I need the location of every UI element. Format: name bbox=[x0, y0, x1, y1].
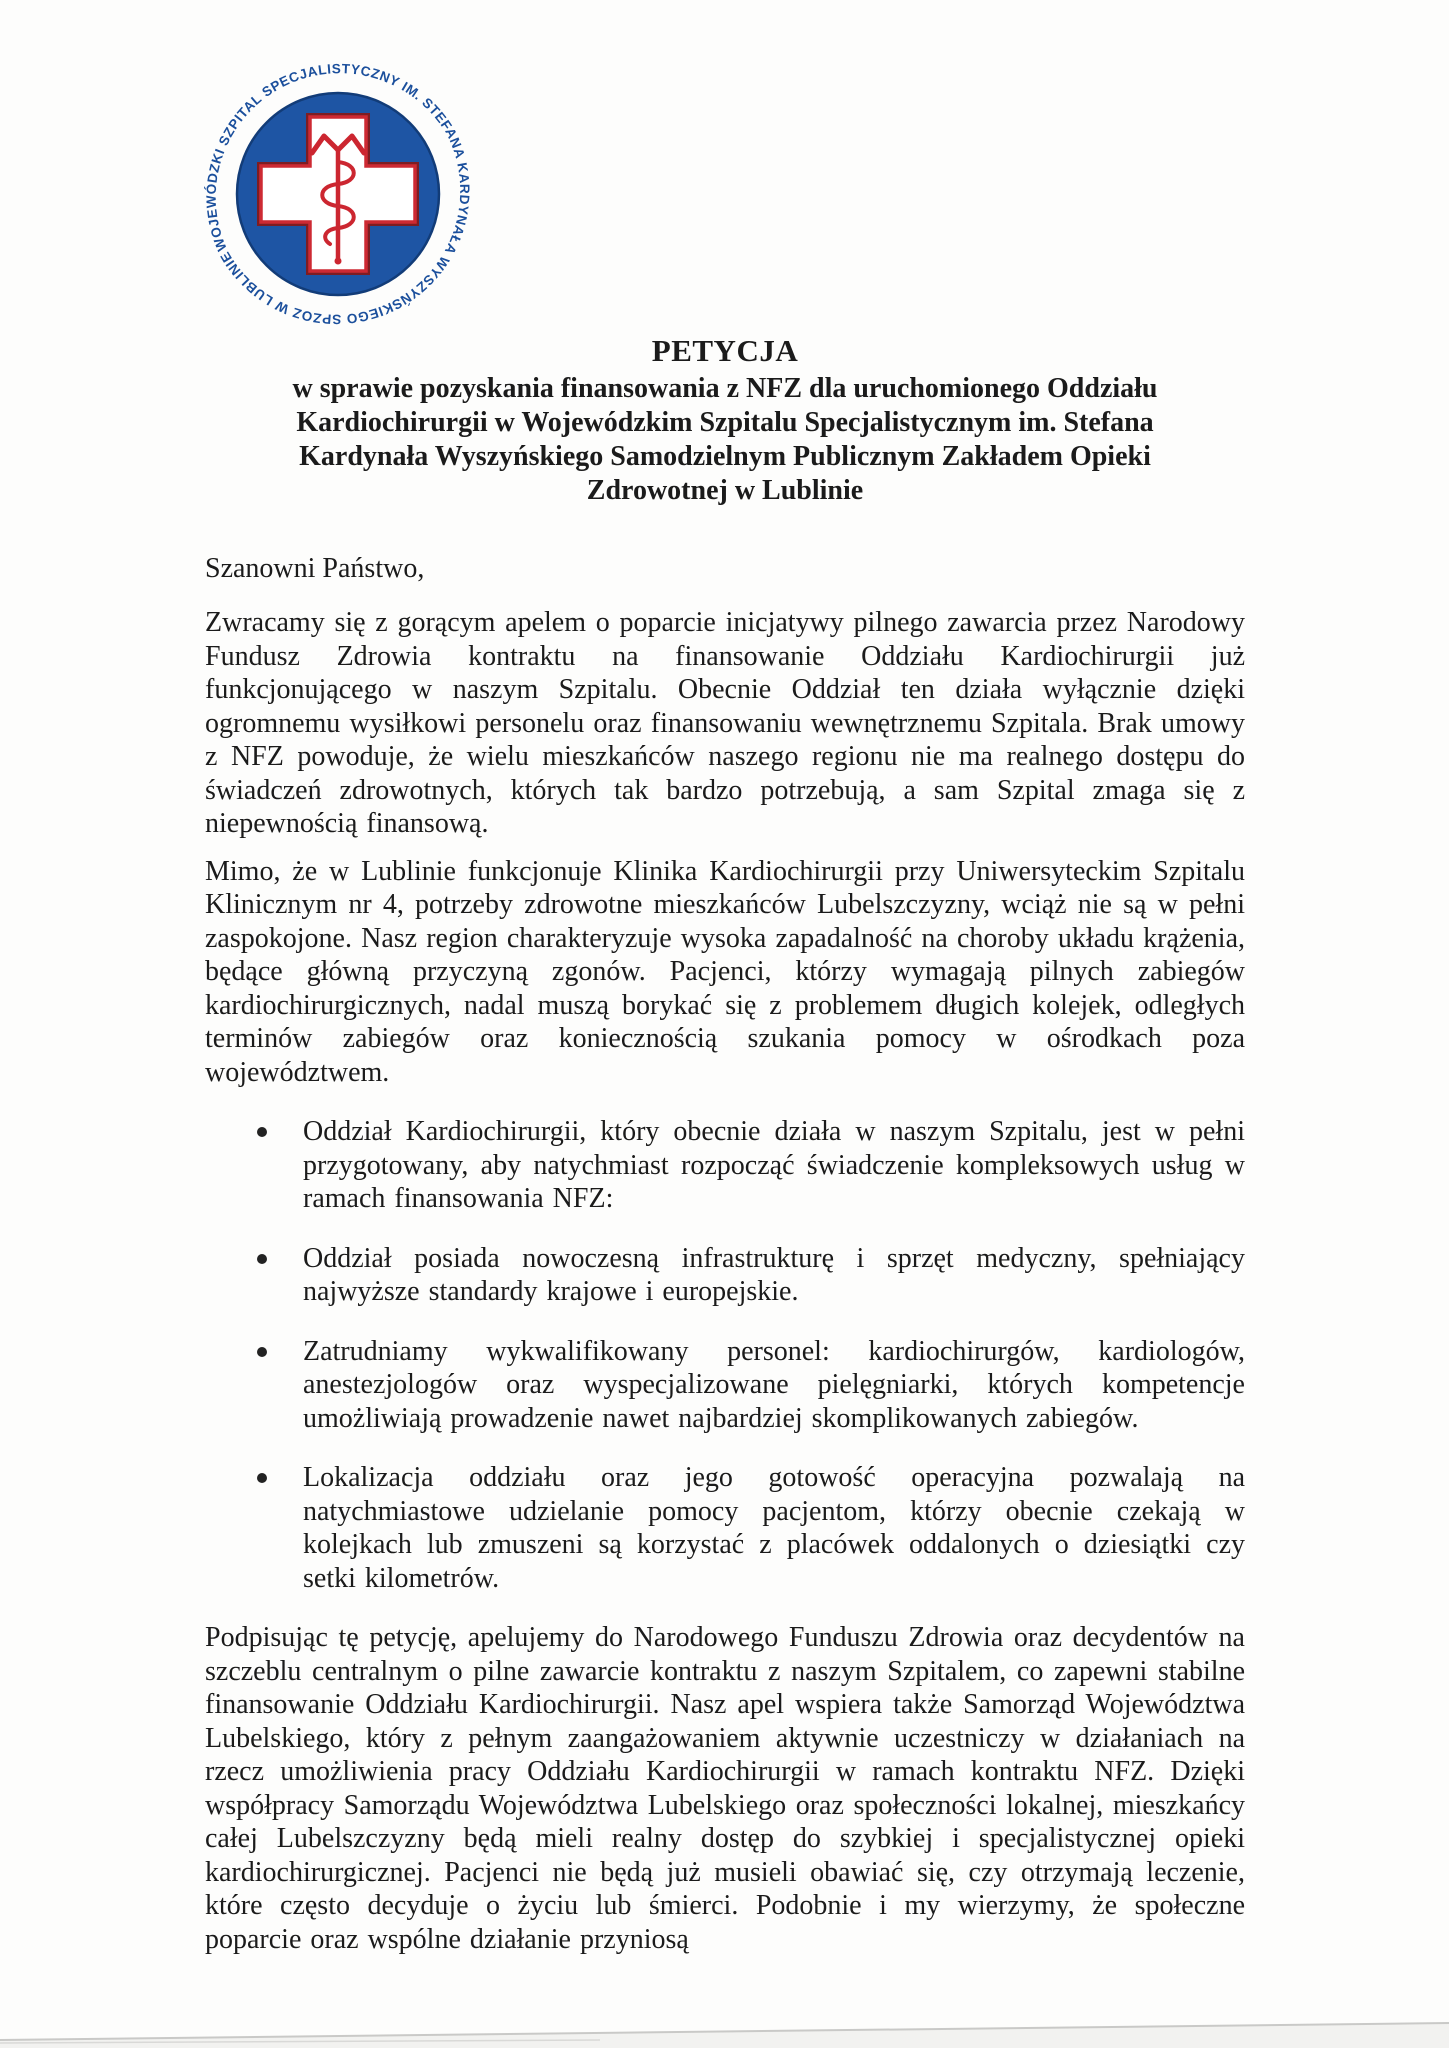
letter-body bbox=[205, 332, 1245, 1956]
bullet-text: Lokalizacja oddziału oraz jego gotowość operacyjna pozwalają na natychmiastowe udzielanie pomocy pacjentom, którzy obecnie czekają w kolejkach lub zmuszeni są korzystać z placówek oddalonych o dziesiątki czy setki kilometrów. bbox=[303, 1462, 1245, 1594]
bullet-list bbox=[205, 1115, 1245, 1595]
bullet-item bbox=[205, 1335, 1245, 1436]
bullet-item bbox=[205, 1242, 1245, 1309]
bullet-icon bbox=[257, 1473, 267, 1483]
body-paragraph: Mimo, że w Lublinie funkcjonuje Klinika Kardiochirurgii przy Uniwersyteckim Szpitalu Klinicznym nr 4, potrzeby zdrowotne mieszkańców Lubelszczyzny, wciąż nie są w pełni zaspokojone. Nasz region charakteryzuje wysoka zapadalność na choroby układu krążenia, będące główną przyczyną zgonów. Pacjenci, którzy wymagają pilnych zabiegów kardiochirurgicznych, nadal muszą borykać się z problemem długich kolejek, odległych terminów zabiegów oraz koniecznością szukania pomocy w ośrodkach poza województwem. bbox=[205, 855, 1245, 1088]
bullet-text: Oddział Kardiochirurgii, który obecnie działa w naszym Szpitalu, jest w pełni przygotowany, aby natychmiast rozpocząć świadczenie kompleksowych usług w ramach finansowania NFZ: bbox=[303, 1116, 1245, 1214]
bullet-icon bbox=[257, 1347, 267, 1357]
page-subtitle: w sprawie pozyskania finansowania z NFZ dla uruchomionego Oddziału Kardiochirurgii w Wojewódzkim Szpitalu Specjalistycznym im. Stefana Kardynała Wyszyńskiego Samodzielnym Publicznym Zakładem Opieki Zdrowotnej w Lublinie bbox=[292, 373, 1158, 506]
hospital-logo bbox=[193, 42, 483, 332]
bullet-item bbox=[205, 1461, 1245, 1595]
bullet-text: Zatrudniamy wykwalifikowany personel: kardiochirurgów, kardiologów, anestezjologów oraz wyspecjalizowane pielęgniarki, których kompetencje umożliwiają prowadzenie nawet najbardziej skomplikowanych zabiegów. bbox=[303, 1335, 1245, 1434]
scan-page-edge bbox=[0, 1988, 1449, 2048]
closing-paragraph: Podpisując tę petycję, apelujemy do Narodowego Funduszu Zdrowia oraz decydentów na szczeblu centralnym o pilne zawarcie kontraktu z naszym Szpitalem, co zapewni stabilne finansowanie Oddziału Kardiochirurgii. Nasz apel wspiera także Samorząd Województwa Lubelskiego, który z pełnym zaangażowaniem aktywnie uczestniczy w działaniach na rzecz umożliwienia pracy Oddziału Kardiochirurgii w ramach kontraktu NFZ. Dzięki współpracy Samorządu Województwa Lubelskiego oraz społeczności lokalnej, mieszkańcy całej Lubelszczyzny będą mieli realny dostęp do szybkiej i specjalistycznej opieki kardiochirurgicznej. Pacjenci nie będą już musieli obawiać się, czy otrzymają leczenie, które często decyduje o życiu lub śmierci. Podobnie i my wierzymy, że społeczne poparcie oraz wspólne działanie przyniosą bbox=[205, 1622, 1245, 1955]
bullet-icon bbox=[257, 1127, 267, 1137]
page-title: PETYCJA bbox=[651, 333, 799, 368]
salutation: Szanowni Państwo, bbox=[205, 553, 425, 584]
bullet-text: Oddział posiada nowoczesną infrastrukturę i sprzęt medyczny, spełniający najwyższe standardy krajowe i europejskie. bbox=[303, 1242, 1245, 1307]
bullet-item bbox=[205, 1115, 1245, 1216]
logo-ring-text: WOJEWÓDZKI SZPITAL SPECJALISTYCZNY IM. STEFANA KARDYNAŁA WYSZYŃSKIEGO SPZOZ W LUBLINIE bbox=[203, 61, 473, 327]
body-paragraph: Zwracamy się z gorącym apelem o poparcie inicjatywy pilnego zawarcia przez Narodowy Fundusz Zdrowia kontraktu na finansowanie Oddziału Kardiochirurgii już funkcjonującego w naszym Szpitalu. Obecnie Oddział ten działa wyłącznie dzięki ogromnemu wysiłkowi personelu oraz finansowaniu wewnętrznemu Szpitala. Brak umowy z NFZ powoduje, że wielu mieszkańców naszego regionu nie ma realnego dostępu do świadczeń zdrowotnych, których tak bardzo potrzebują, a sam Szpital zmaga się z niepewnością finansową. bbox=[205, 607, 1245, 839]
bullet-icon bbox=[257, 1254, 267, 1264]
